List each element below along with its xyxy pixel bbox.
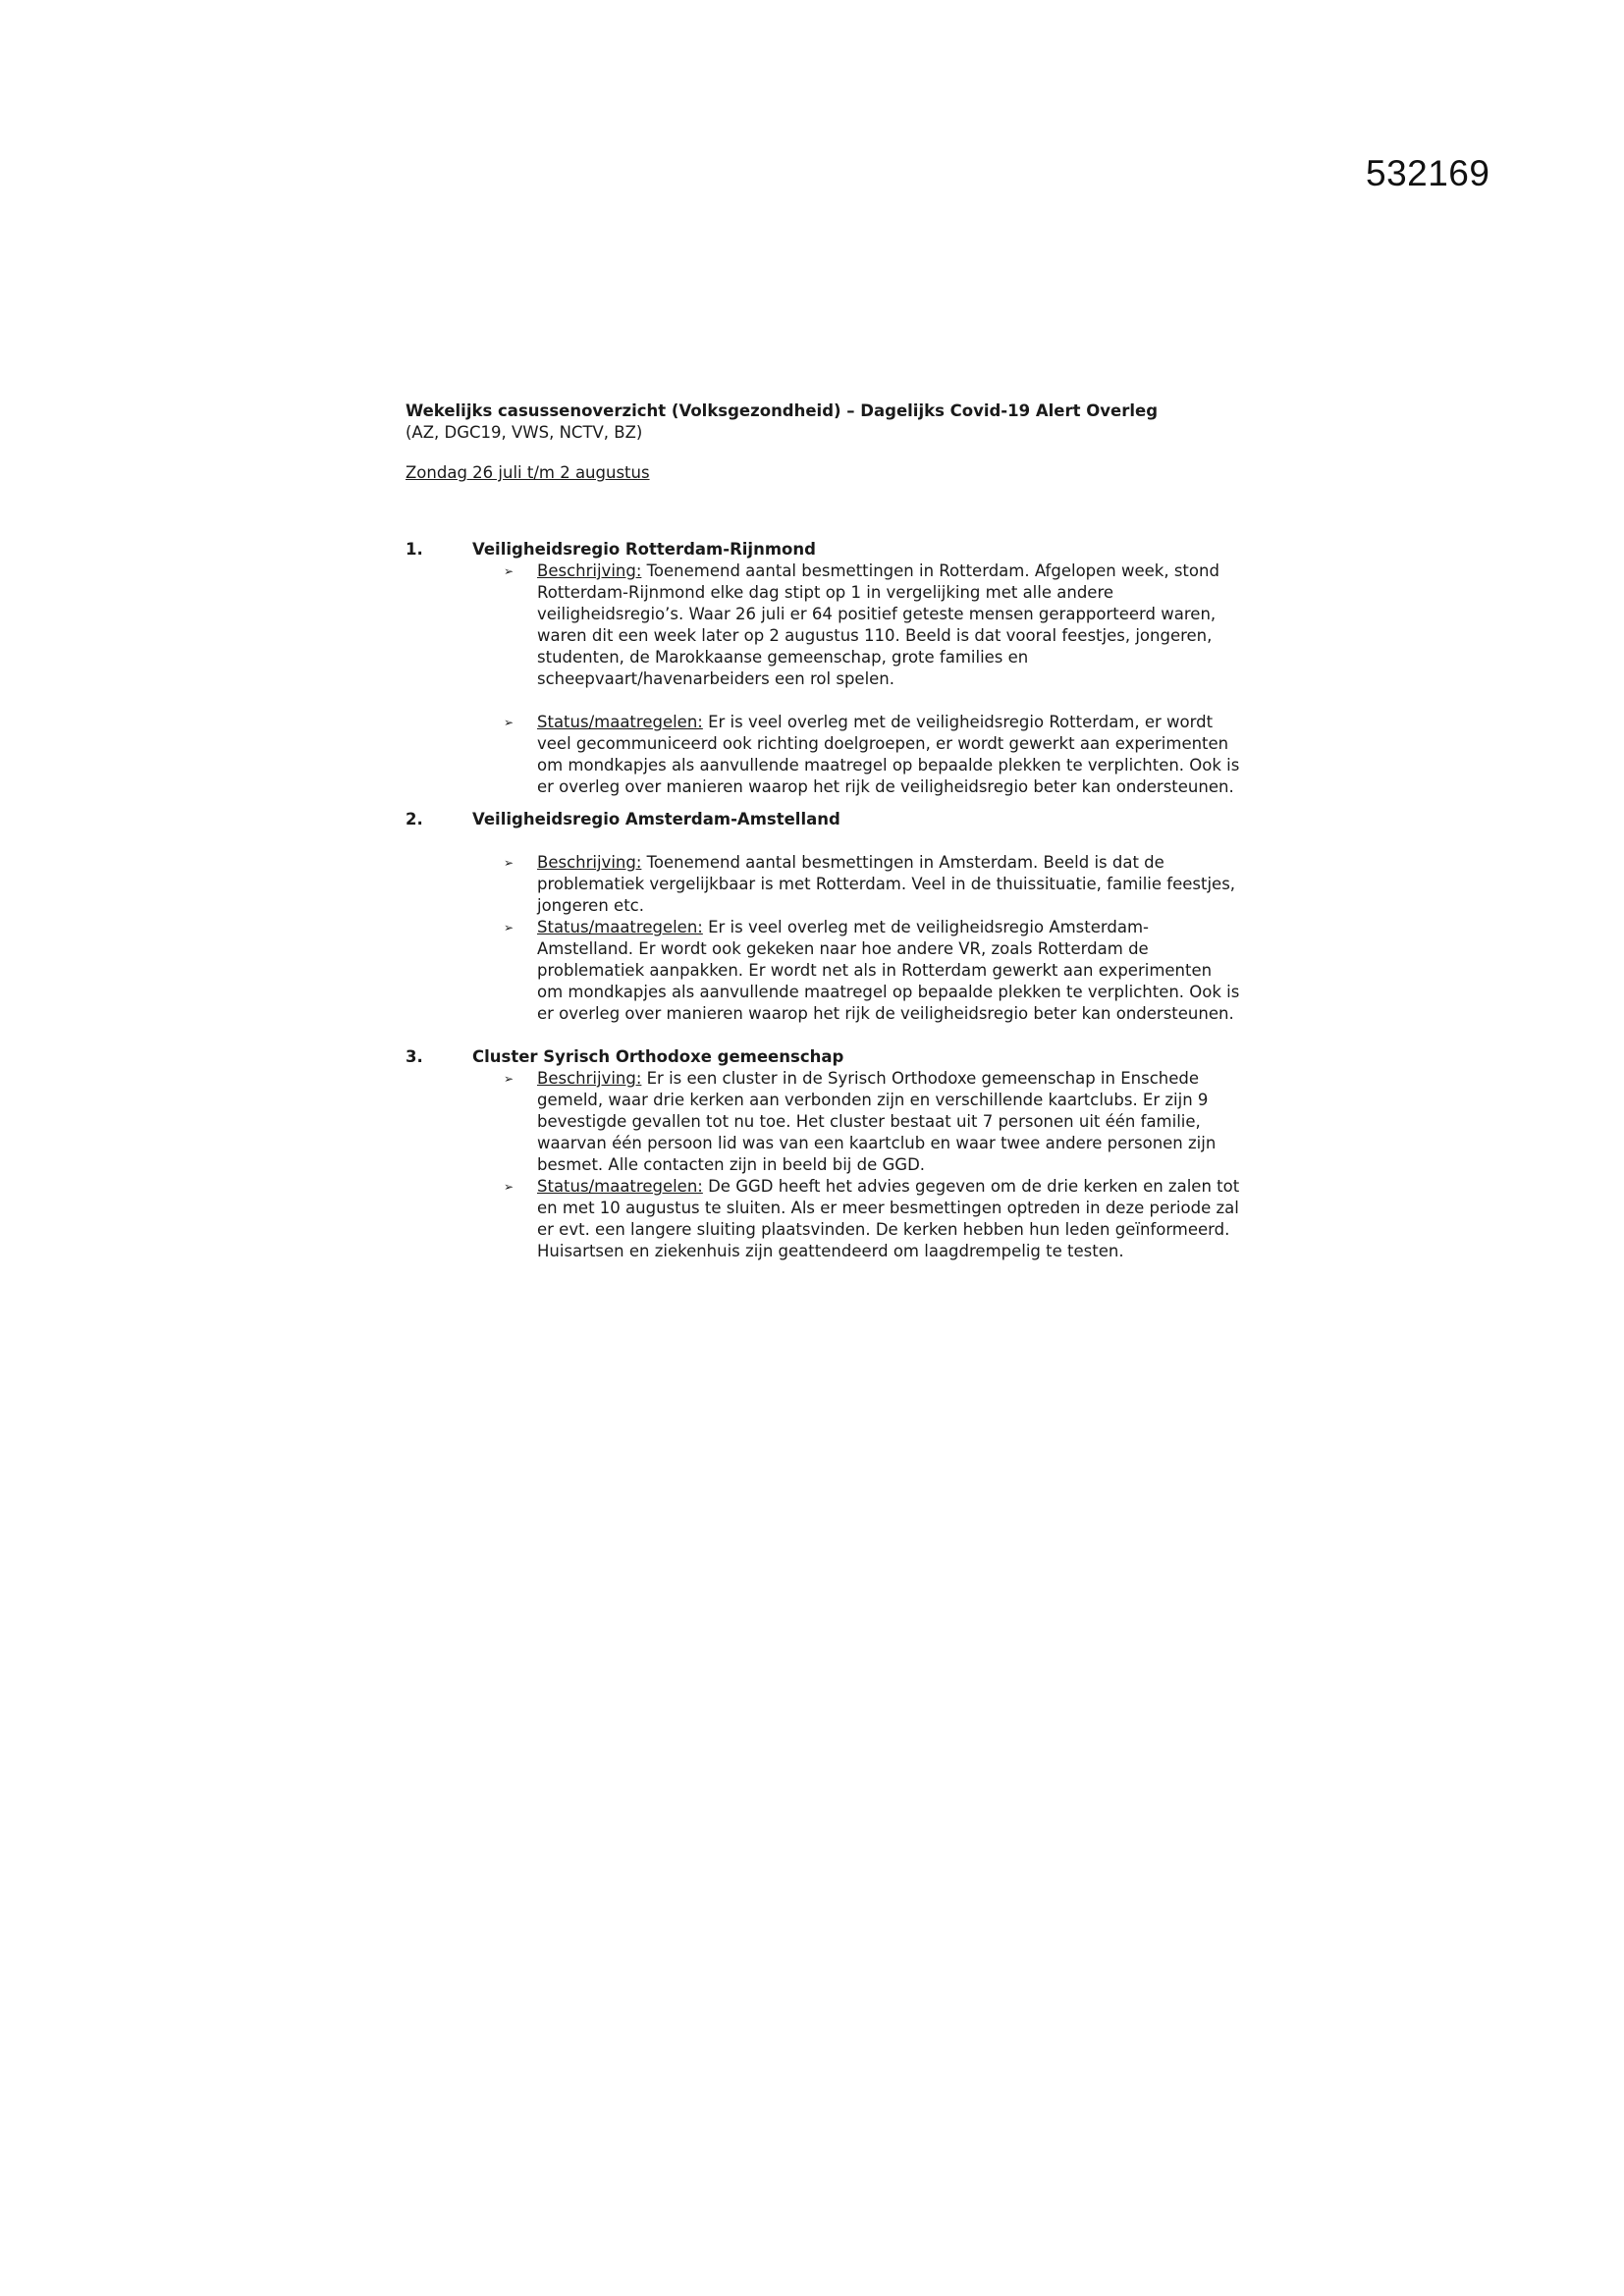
- item-label: Beschrijving:: [537, 1069, 642, 1088]
- list-item: [502, 712, 1240, 798]
- section-2: [406, 809, 1240, 1025]
- list-item: [502, 561, 1240, 690]
- list-item: [502, 852, 1240, 917]
- arrow-bullet-icon: ➢: [504, 856, 514, 870]
- item-label: Status/maatregelen:: [537, 918, 703, 936]
- item-text: Toenemend aantal besmettingen in Amsterdam. Beeld is dat de problematiek vergelijkbaar is met Rotterdam. Veel in de thuissituatie, familie feestjes, jongeren etc.: [537, 853, 1236, 915]
- date-range: Zondag 26 juli t/m 2 augustus: [406, 463, 650, 482]
- section-title: Veiligheidsregio Rotterdam-Rijnmond: [472, 540, 816, 559]
- section-title: Cluster Syrisch Orthodoxe gemeenschap: [472, 1047, 844, 1066]
- arrow-bullet-icon: ➢: [504, 564, 514, 578]
- item-text: De GGD heeft het advies gegeven om de drie kerken en zalen tot en met 10 augustus te sluiten. Als er meer besmettingen optreden in deze periode zal er evt. een langere sluiting plaatsvinden. De kerken hebben hun leden geïnformeerd. Huisartsen en ziekenhuis zijn geattendeerd om laagdrempelig te testen.: [537, 1177, 1240, 1260]
- item-label: Beschrijving:: [537, 853, 642, 872]
- document-subtitle: (AZ, DGC19, VWS, NCTV, BZ): [406, 423, 643, 442]
- document-title: Wekelijks casussenoverzicht (Volksgezondheid) – Dagelijks Covid-19 Alert Overleg: [406, 401, 1159, 420]
- section-number: 2.: [406, 810, 423, 828]
- section-heading: [406, 809, 1240, 830]
- bullet-text: [537, 561, 1240, 690]
- arrow-bullet-icon: ➢: [504, 1072, 514, 1086]
- section-1: [406, 539, 1240, 798]
- bullet-list: [406, 852, 1240, 1025]
- item-text: Er is veel overleg met de veiligheidsregio Amsterdam-Amstelland. Er wordt ook gekeken naar hoe andere VR, zoals Rotterdam de problematiek aanpakken. Er wordt net als in Rotterdam gewerkt aan experimenten om mondkapjes als aanvullende maatregel op bepaalde plekken te verplichten. Ook is er overleg over manieren waarop het rijk de veiligheidsregio beter kan ondersteunen.: [537, 918, 1240, 1023]
- section-3: [406, 1046, 1240, 1262]
- arrow-bullet-icon: ➢: [504, 921, 514, 934]
- item-text: Toenemend aantal besmettingen in Rotterdam. Afgelopen week, stond Rotterdam-Rijnmond elke dag stipt op 1 in vergelijking met alle andere veiligheidsregio’s. Waar 26 juli er 64 positief geteste mensen gerapporteerd waren, waren dit een week later op 2 augustus 110. Beeld is dat vooral feestjes, jongeren, studenten, de Marokkaanse gemeenschap, grote families en scheepvaart/havenarbeiders een rol spelen.: [537, 561, 1219, 688]
- arrow-bullet-icon: ➢: [504, 1180, 514, 1194]
- bullet-list: [406, 1068, 1240, 1262]
- bullet-text: [537, 1068, 1240, 1176]
- list-item: [502, 917, 1240, 1025]
- section-number: 3.: [406, 1047, 423, 1066]
- bullet-text: [537, 917, 1240, 1025]
- section-title: Veiligheidsregio Amsterdam-Amstelland: [472, 810, 840, 828]
- list-item: [502, 1068, 1240, 1176]
- document-body: [406, 400, 1240, 1262]
- list-item: [502, 1176, 1240, 1262]
- bullet-list: [406, 561, 1240, 798]
- bullet-text: [537, 1176, 1240, 1262]
- item-label: Status/maatregelen:: [537, 1177, 703, 1196]
- document-number: 532169: [1366, 153, 1490, 193]
- bullet-text: [537, 712, 1240, 798]
- section-number: 1.: [406, 540, 423, 559]
- item-label: Beschrijving:: [537, 561, 642, 580]
- item-text: Er is veel overleg met de veiligheidsregio Rotterdam, er wordt veel gecommuniceerd ook richting doelgroepen, er wordt gewerkt aan experimenten om mondkapjes als aanvullende maatregel op bepaalde plekken te verplichten. Ook is er overleg over manieren waarop het rijk de veiligheidsregio beter kan ondersteunen.: [537, 713, 1240, 796]
- item-text: Er is een cluster in de Syrisch Orthodoxe gemeenschap in Enschede gemeld, waar drie kerken aan verbonden zijn en verschillende kaartclubs. Er zijn 9 bevestigde gevallen tot nu toe. Het cluster bestaat uit 7 personen uit één familie, waarvan één persoon lid was van een kaartclub en waar twee andere personen zijn besmet. Alle contacten zijn in beeld bij de GGD.: [537, 1069, 1217, 1174]
- section-heading: [406, 1046, 1240, 1068]
- item-label: Status/maatregelen:: [537, 713, 703, 731]
- section-heading: [406, 539, 1240, 561]
- arrow-bullet-icon: ➢: [504, 716, 514, 729]
- bullet-text: [537, 852, 1240, 917]
